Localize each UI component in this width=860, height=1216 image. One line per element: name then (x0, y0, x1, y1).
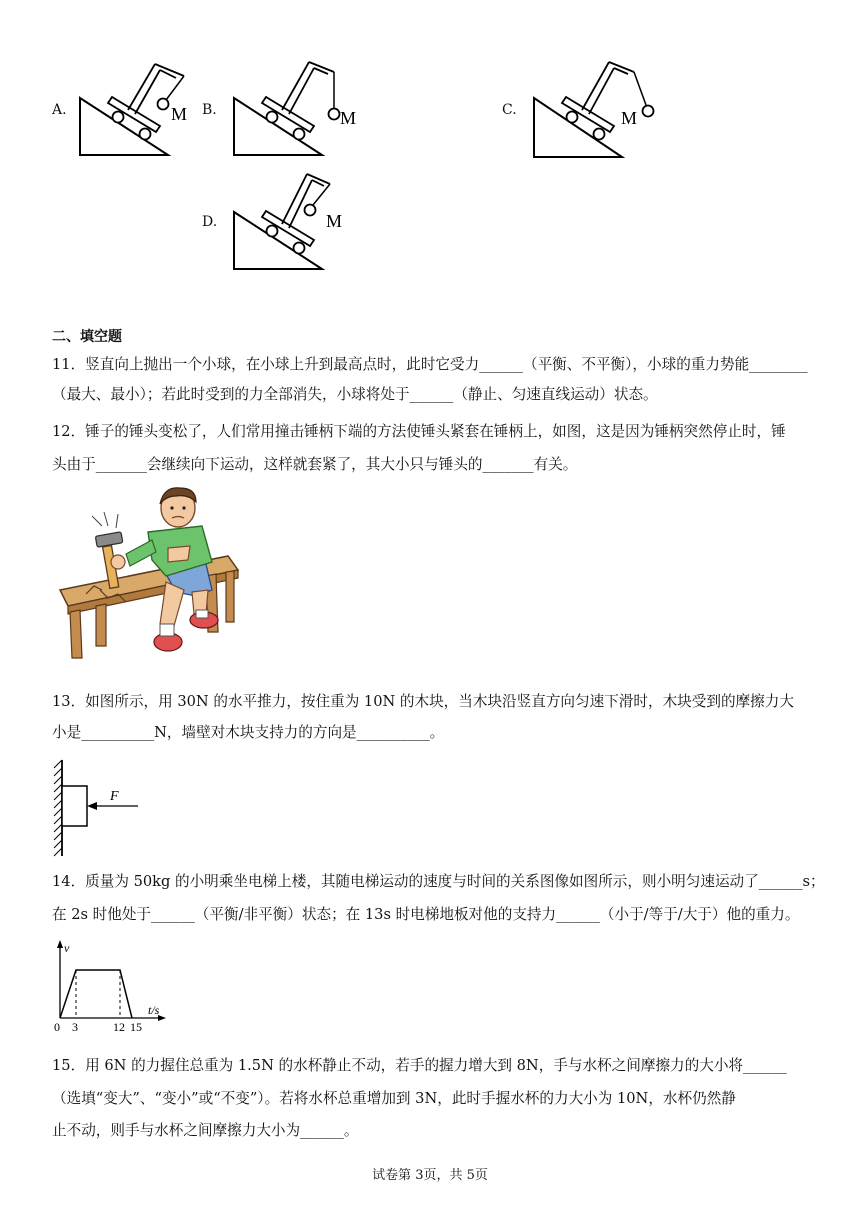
option-c-mass-label: M (621, 108, 638, 128)
graph-tick-0: 0 (54, 1020, 60, 1034)
option-c-label: C. (502, 102, 517, 118)
hammer-boy-illustration (56, 486, 246, 662)
q15-line-2: （选填“变大”、“变小”或“不变”）。若将水杯总重增加到 3N，此时手握水杯的力大小为 10N，水杯仍然静 (52, 1090, 736, 1107)
section-title: 二、填空题 (52, 329, 122, 345)
q15-line-3: 止不动，则手与水杯之间摩擦力大小为______。 (52, 1122, 359, 1139)
graph-y-label: v (64, 941, 70, 955)
graph-tick-12: 12 (113, 1020, 125, 1034)
velocity-time-graph (50, 938, 180, 1034)
q13-line-2: 小是__________N，墙壁对木块支持力的方向是__________。 (52, 724, 445, 741)
q11-line-2: （最大、最小）；若此时受到的力全部消失，小球将处于______（静止、匀速直线运动）状态。 (52, 386, 658, 403)
option-b-diagram (230, 58, 370, 158)
q14-line-2: 在 2s 时他处于______（平衡/非平衡）状态；在 13s 时电梯地板对他的支持力______（小于/等于/大于）他的重力。 (52, 906, 800, 923)
graph-tick-15: 15 (130, 1020, 142, 1034)
graph-x-label: t/s (148, 1003, 160, 1017)
option-c-diagram (530, 58, 670, 160)
option-b-label: B. (202, 102, 217, 118)
option-a-diagram (76, 58, 196, 158)
q15-line-1: 15．用 6N 的力握住总重为 1.5N 的水杯静止不动，若手的握力增大到 8N，手与水杯之间摩擦力的大小将______ (52, 1057, 787, 1074)
option-a-label: A. (52, 102, 67, 118)
option-b-mass-label: M (340, 108, 357, 128)
option-a-mass-label: M (171, 104, 188, 124)
page-footer: 试卷第 3页，共 5页 (372, 1168, 488, 1183)
force-label: F (110, 789, 119, 804)
q11-line-1: 11．竖直向上抛出一个小球，在小球上升到最高点时，此时它受力______（平衡、不平衡），小球的重力势能________ (52, 356, 808, 373)
option-d-diagram (230, 170, 360, 272)
q14-line-1: 14．质量为 50kg 的小明乘坐电梯上楼，其随电梯运动的速度与时间的关系图像如图所示，则小明匀速运动了______s； (52, 873, 825, 890)
q12-line-2: 头由于_______会继续向下运动，这样就套紧了，其大小只与锤头的_______有关。 (52, 456, 578, 473)
option-d-mass-label: M (326, 211, 343, 231)
q13-line-1: 13．如图所示，用 30N 的水平推力，按住重为 10N 的木块，当木块沿竖直方向匀速下滑时，木块受到的摩擦力大 (52, 693, 794, 710)
wall-block-diagram (52, 758, 152, 858)
graph-tick-3: 3 (72, 1020, 78, 1034)
q12-line-1: 12．锤子的锤头变松了，人们常用撞击锤柄下端的方法使锤头紧套在锤柄上，如图，这是因为锤柄突然停止时，锤 (52, 423, 786, 440)
option-d-label: D. (202, 214, 218, 230)
